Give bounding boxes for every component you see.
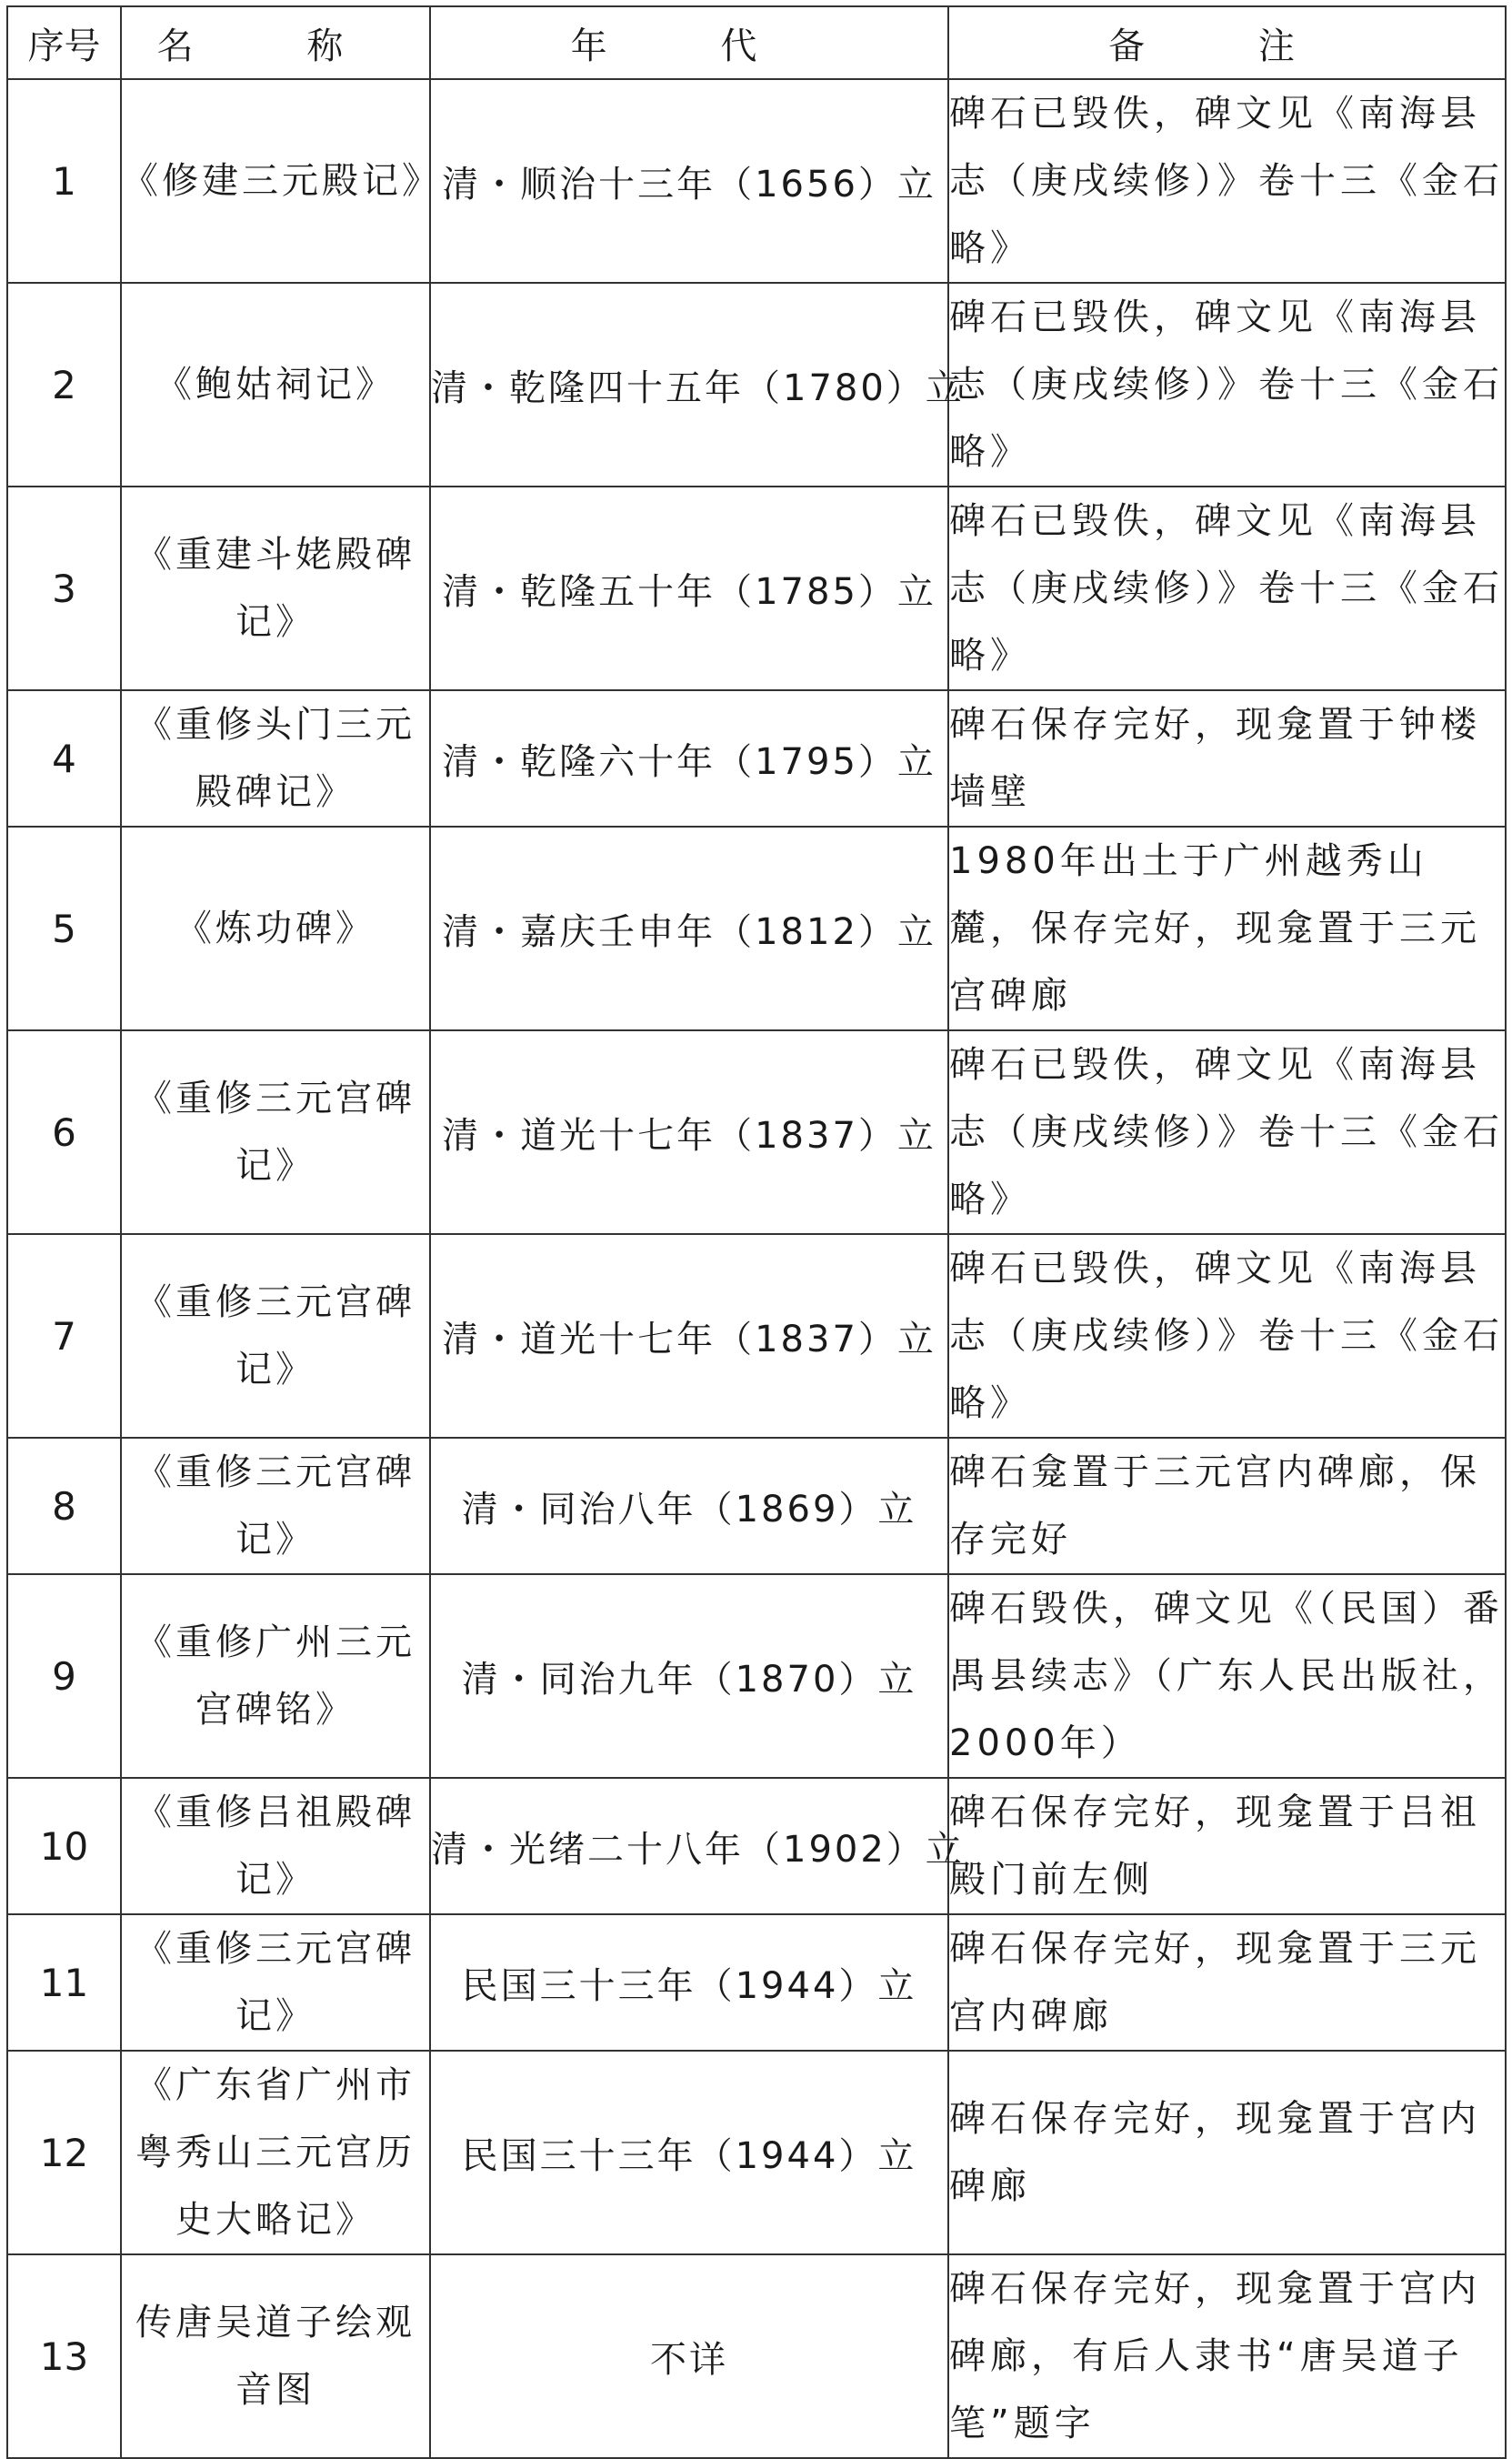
header-note: 备 注	[948, 6, 1506, 79]
row-note: 碑石已毁佚，碑文见《南海县志（庚戌续修）》卷十三《金石略》	[948, 487, 1506, 690]
table-row	[7, 1234, 1506, 1438]
table-row	[7, 1778, 1506, 1914]
row-date: 民国三十三年（1944）立	[430, 2051, 948, 2254]
table-row	[7, 1030, 1506, 1234]
table-row	[7, 283, 1506, 487]
row-date: 清・嘉庆壬申年（1812）立	[430, 827, 948, 1030]
row-name: 《重修三元宫碑记》	[121, 1438, 430, 1574]
row-index: 4	[7, 690, 121, 827]
row-date: 清・道光十七年（1837）立	[430, 1030, 948, 1234]
table-header-row	[7, 6, 1506, 79]
row-note: 碑石保存完好，现龛置于宫内碑廊，有后人隶书“唐吴道子笔”题字	[948, 2254, 1506, 2458]
table-row	[7, 2051, 1506, 2254]
stele-inventory-table	[6, 5, 1507, 2459]
row-name: 《重建斗姥殿碑记》	[121, 487, 430, 690]
table-row	[7, 1574, 1506, 1778]
row-note: 1980年出土于广州越秀山麓，保存完好，现龛置于三元宫碑廊	[948, 827, 1506, 1030]
row-date: 清・乾隆四十五年（1780）立	[430, 283, 948, 487]
row-name: 传唐吴道子绘观音图	[121, 2254, 430, 2458]
row-date: 清・乾隆六十年（1795）立	[430, 690, 948, 827]
header-index: 序号	[7, 6, 121, 79]
row-name: 《鲍姑祠记》	[121, 283, 430, 487]
row-note: 碑石龛置于三元宫内碑廊，保存完好	[948, 1438, 1506, 1574]
row-note: 碑石毁佚，碑文见《（民国）番禺县续志》（广东人民出版社，2000年）	[948, 1574, 1506, 1778]
row-index: 5	[7, 827, 121, 1030]
table-row	[7, 1438, 1506, 1574]
row-note: 碑石已毁佚，碑文见《南海县志（庚戌续修）》卷十三《金石略》	[948, 283, 1506, 487]
row-date: 清・乾隆五十年（1785）立	[430, 487, 948, 690]
row-note: 碑石已毁佚，碑文见《南海县志（庚戌续修）》卷十三《金石略》	[948, 1234, 1506, 1438]
table-row	[7, 827, 1506, 1030]
row-name: 《炼功碑》	[121, 827, 430, 1030]
row-index: 1	[7, 79, 121, 283]
row-note: 碑石已毁佚，碑文见《南海县志（庚戌续修）》卷十三《金石略》	[948, 1030, 1506, 1234]
row-note: 碑石保存完好，现龛置于三元宫内碑廊	[948, 1914, 1506, 2051]
row-name: 《重修三元宫碑记》	[121, 1030, 430, 1234]
row-index: 11	[7, 1914, 121, 2051]
row-date: 清・同治九年（1870）立	[430, 1574, 948, 1778]
row-date: 清・道光十七年（1837）立	[430, 1234, 948, 1438]
table-row	[7, 690, 1506, 827]
row-name: 《重修吕祖殿碑记》	[121, 1778, 430, 1914]
row-name: 《修建三元殿记》	[121, 79, 430, 283]
table-row	[7, 2254, 1506, 2458]
row-index: 3	[7, 487, 121, 690]
row-name: 《广东省广州市粤秀山三元宫历史大略记》	[121, 2051, 430, 2254]
row-note: 碑石已毁佚，碑文见《南海县志（庚戌续修）》卷十三《金石略》	[948, 79, 1506, 283]
row-index: 13	[7, 2254, 121, 2458]
row-date: 清・同治八年（1869）立	[430, 1438, 948, 1574]
header-date: 年 代	[430, 6, 948, 79]
row-note: 碑石保存完好，现龛置于钟楼墙壁	[948, 690, 1506, 827]
row-index: 8	[7, 1438, 121, 1574]
row-note: 碑石保存完好，现龛置于吕祖殿门前左侧	[948, 1778, 1506, 1914]
row-index: 12	[7, 2051, 121, 2254]
row-date: 民国三十三年（1944）立	[430, 1914, 948, 2051]
row-name: 《重修头门三元殿碑记》	[121, 690, 430, 827]
table-row	[7, 1914, 1506, 2051]
row-index: 10	[7, 1778, 121, 1914]
row-index: 6	[7, 1030, 121, 1234]
row-date: 不详	[430, 2254, 948, 2458]
row-name: 《重修三元宫碑记》	[121, 1914, 430, 2051]
row-note: 碑石保存完好，现龛置于宫内碑廊	[948, 2051, 1506, 2254]
row-name: 《重修广州三元宫碑铭》	[121, 1574, 430, 1778]
row-date: 清・顺治十三年（1656）立	[430, 79, 948, 283]
table-row	[7, 79, 1506, 283]
row-index: 7	[7, 1234, 121, 1438]
header-name: 名 称	[121, 6, 430, 79]
row-index: 9	[7, 1574, 121, 1778]
table-row	[7, 487, 1506, 690]
row-name: 《重修三元宫碑记》	[121, 1234, 430, 1438]
row-date: 清・光绪二十八年（1902）立	[430, 1778, 948, 1914]
row-index: 2	[7, 283, 121, 487]
